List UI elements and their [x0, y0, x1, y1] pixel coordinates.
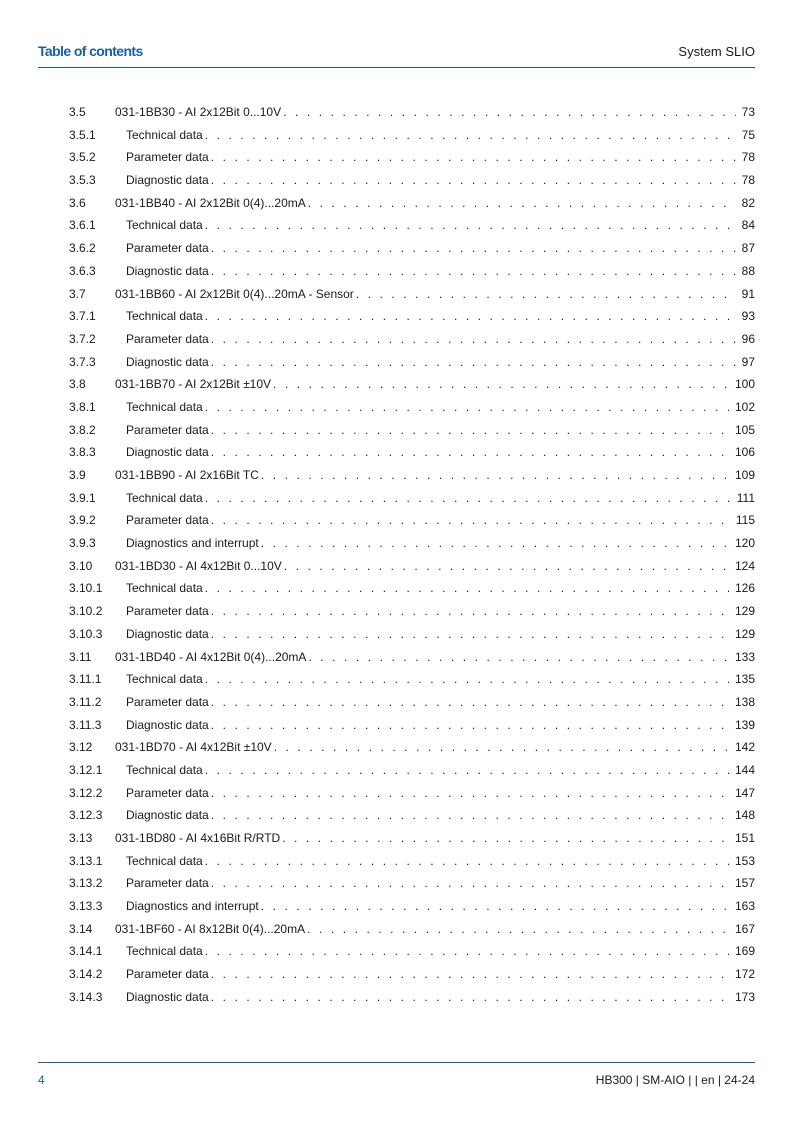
- toc-entry-page[interactable]: 91: [741, 286, 755, 301]
- toc-entry[interactable]: [69, 169, 755, 192]
- toc-entry-title[interactable]: Parameter data: [126, 604, 209, 619]
- toc-dot-leader: [211, 351, 736, 374]
- toc-entry[interactable]: [69, 419, 755, 442]
- toc-entry-number: 3.8.2: [69, 422, 96, 437]
- toc-entry-line: [126, 804, 755, 827]
- toc-entry-number: 3.11.2: [69, 694, 102, 709]
- toc-entry-number: 3.9.1: [69, 490, 96, 505]
- toc-entry-line: [115, 555, 755, 578]
- toc-entry-number: 3.9.2: [69, 513, 96, 528]
- toc-entry-line: [126, 351, 755, 374]
- toc-entry-number: 3.14: [69, 921, 93, 936]
- toc-entry-title[interactable]: Parameter data: [126, 967, 209, 982]
- toc-entry-page[interactable]: 100: [734, 377, 755, 392]
- toc-entry-page[interactable]: 106: [734, 445, 755, 460]
- toc-entry-line: [126, 396, 755, 419]
- toc-entry-line: [126, 305, 755, 328]
- toc-entry-number: 3.10: [69, 558, 93, 573]
- toc-dot-leader: [261, 464, 729, 487]
- toc-entry-line: [126, 940, 755, 963]
- toc-entry[interactable]: [69, 577, 755, 600]
- toc-entry-page[interactable]: 109: [734, 468, 755, 482]
- toc-entry-number: 3.5.1: [69, 127, 96, 142]
- toc-dot-leader: [284, 555, 729, 578]
- toc-entry-line: [126, 691, 755, 714]
- toc-entry-title[interactable]: Diagnostic data: [126, 808, 209, 823]
- toc-entry-line: [126, 260, 755, 283]
- toc-entry-line: [126, 963, 755, 986]
- toc-entry-title[interactable]: Diagnostic data: [126, 989, 209, 1004]
- toc-entry-title[interactable]: Diagnostic data: [126, 717, 209, 732]
- toc-entry[interactable]: [69, 487, 755, 510]
- toc-entry-page[interactable]: 75: [741, 127, 755, 142]
- toc-entry-line: [126, 850, 755, 873]
- toc-entry-number: 3.11.1: [69, 672, 102, 687]
- toc-entry-title[interactable]: Technical data: [126, 672, 203, 687]
- toc-entry[interactable]: [69, 623, 755, 646]
- toc-entry-title[interactable]: Diagnostic data: [126, 173, 209, 188]
- toc-dot-leader: [211, 328, 736, 351]
- toc-entry-page[interactable]: 87: [741, 241, 755, 256]
- toc-entry[interactable]: [69, 373, 755, 396]
- page-header: [38, 42, 755, 68]
- toc-entry-page[interactable]: 82: [741, 195, 755, 210]
- toc-dot-leader: [307, 918, 729, 941]
- toc-entry-line: [126, 577, 755, 600]
- toc-entry-number: 3.13.2: [69, 876, 103, 891]
- toc-entry-title[interactable]: Technical data: [126, 581, 203, 596]
- toc-entry-title[interactable]: Technical data: [126, 309, 203, 324]
- toc-entry-title[interactable]: 031-1BB40 - AI 2x12Bit 0(4)...20mA: [115, 195, 306, 210]
- toc-entry-number: 3.7: [69, 286, 86, 301]
- toc-dot-leader: [211, 169, 736, 192]
- toc-entry-title[interactable]: Parameter data: [126, 422, 209, 437]
- toc-entry[interactable]: [69, 532, 755, 555]
- toc-entry-page[interactable]: 97: [741, 354, 755, 369]
- toc-entry-title[interactable]: Technical data: [126, 218, 203, 233]
- toc-entry-page[interactable]: 129: [734, 626, 755, 641]
- toc-entry-page[interactable]: 120: [734, 536, 755, 551]
- toc-entry-page[interactable]: 96: [741, 331, 755, 346]
- toc-entry-page[interactable]: 129: [734, 604, 755, 619]
- page-number: 4: [38, 1073, 45, 1087]
- toc-entry-number: 3.9.3: [69, 536, 96, 551]
- toc-dot-leader: [211, 691, 729, 714]
- toc-entry[interactable]: [69, 872, 755, 895]
- toc-dot-leader: [205, 668, 729, 691]
- toc-dot-leader: [356, 283, 736, 306]
- toc-entry[interactable]: [69, 101, 755, 124]
- toc-entry-page[interactable]: 153: [734, 853, 755, 868]
- toc-entry-title[interactable]: 031-1BD30 - AI 4x12Bit 0...10V: [115, 558, 282, 573]
- toc-entry-line: [126, 714, 755, 737]
- toc-entry-page[interactable]: 135: [734, 672, 755, 687]
- toc-dot-leader: [308, 646, 729, 669]
- toc-entry-title[interactable]: 031-1BD40 - AI 4x12Bit 0(4)...20mA: [115, 649, 307, 664]
- toc-entry[interactable]: [69, 736, 755, 759]
- toc-entry-number: 3.6.2: [69, 241, 96, 256]
- toc-entry[interactable]: [69, 305, 755, 328]
- toc-entry-title[interactable]: Technical data: [126, 399, 203, 414]
- toc-entry-line: [126, 600, 755, 623]
- toc-entry-line: [115, 464, 755, 487]
- toc-entry-page[interactable]: 151: [734, 831, 755, 845]
- toc-entry-number: 3.6.3: [69, 263, 96, 278]
- toc-entry[interactable]: [69, 963, 755, 986]
- toc-entry[interactable]: [69, 827, 755, 850]
- toc-entry-page[interactable]: 126: [734, 581, 755, 596]
- toc-entry-page[interactable]: 144: [734, 762, 755, 777]
- toc-dot-leader: [283, 101, 736, 124]
- toc-entry-page[interactable]: 105: [734, 422, 755, 437]
- toc-entry-number: 3.11.3: [69, 717, 102, 732]
- toc-entry-title[interactable]: Technical data: [126, 762, 203, 777]
- toc-entry[interactable]: [69, 214, 755, 237]
- toc-entry[interactable]: [69, 646, 755, 669]
- toc-entry-title[interactable]: 031-1BF60 - AI 8x12Bit 0(4)...20mA: [115, 921, 306, 936]
- toc-entry-line: [126, 441, 755, 464]
- toc-dot-leader: [211, 509, 730, 532]
- toc-dot-leader: [211, 237, 736, 260]
- toc-entry-number: 3.10.3: [69, 626, 103, 641]
- toc-entry-number: 3.13.3: [69, 899, 103, 914]
- toc-entry[interactable]: [69, 260, 755, 283]
- toc-entry[interactable]: [69, 124, 755, 147]
- toc-entry[interactable]: [69, 146, 755, 169]
- toc-dot-leader: [205, 759, 729, 782]
- toc-entry-number: 3.14.1: [69, 944, 103, 959]
- toc-dot-leader: [211, 600, 729, 623]
- toc-entry-page[interactable]: 115: [735, 513, 755, 528]
- toc-entry-title[interactable]: Parameter data: [126, 331, 209, 346]
- toc-entry-number: 3.5: [69, 105, 86, 119]
- toc-entry-line: [115, 192, 755, 215]
- toc-entry[interactable]: [69, 328, 755, 351]
- toc-entry-page[interactable]: 93: [741, 309, 755, 324]
- page-footer: [38, 1062, 755, 1088]
- toc-entry-number: 3.8: [69, 377, 86, 392]
- toc-entry-line: [126, 124, 755, 147]
- toc-entry[interactable]: [69, 691, 755, 714]
- toc-entry[interactable]: [69, 918, 755, 941]
- toc-entry-number: 3.7.3: [69, 354, 96, 369]
- toc-entry-title[interactable]: 031-1BB90 - AI 2x16Bit TC: [115, 468, 259, 482]
- toc-dot-leader: [211, 804, 729, 827]
- toc-entry-line: [115, 101, 755, 124]
- toc-entry-line: [126, 759, 755, 782]
- toc-dot-leader: [274, 736, 729, 759]
- toc-entry-title[interactable]: Diagnostic data: [126, 263, 209, 278]
- toc-entry-title[interactable]: Diagnostic data: [126, 445, 209, 460]
- toc-entry-page[interactable]: 133: [734, 649, 755, 664]
- toc-dot-leader: [211, 441, 729, 464]
- toc-entry-line: [126, 986, 755, 1009]
- toc-entry-line: [126, 487, 755, 510]
- toc-entry-line: [126, 237, 755, 260]
- toc-entry-number: 3.13: [69, 831, 93, 845]
- toc-entry-line: [115, 373, 755, 396]
- toc-entry[interactable]: [69, 714, 755, 737]
- toc-entry[interactable]: [69, 237, 755, 260]
- toc-entry-number: 3.8.1: [69, 399, 96, 414]
- toc-entry-line: [126, 872, 755, 895]
- toc-dot-leader: [205, 940, 729, 963]
- toc-entry[interactable]: [69, 396, 755, 419]
- toc-entry-line: [126, 895, 755, 918]
- toc-entry-number: 3.14.2: [69, 967, 103, 982]
- toc-entry-page[interactable]: 142: [734, 740, 755, 755]
- toc-entry[interactable]: [69, 940, 755, 963]
- toc-entry-line: [126, 668, 755, 691]
- toc-entry-page[interactable]: 124: [734, 558, 755, 573]
- toc-dot-leader: [308, 192, 736, 215]
- toc-entry-page[interactable]: 111: [736, 490, 755, 505]
- toc-entry[interactable]: [69, 804, 755, 827]
- toc-entry-page[interactable]: 163: [734, 899, 755, 914]
- toc-entry-title[interactable]: Parameter data: [126, 241, 209, 256]
- toc-dot-leader: [205, 577, 729, 600]
- toc-entry-number: 3.12.3: [69, 808, 103, 823]
- toc-entry-title[interactable]: Technical data: [126, 853, 203, 868]
- toc-dot-leader: [205, 305, 736, 328]
- toc-entry-title[interactable]: 031-1BD80 - AI 4x16Bit R/RTD: [115, 831, 281, 845]
- toc-entry-number: 3.12.1: [69, 762, 103, 777]
- toc-entry-line: [126, 328, 755, 351]
- toc-entry-title[interactable]: Diagnostics and interrupt: [126, 536, 259, 551]
- product-name: System SLIO: [678, 44, 755, 59]
- toc-entry-line: [126, 419, 755, 442]
- toc-entry-page[interactable]: 167: [734, 921, 755, 936]
- toc-entry[interactable]: [69, 441, 755, 464]
- toc-entry-page[interactable]: 138: [734, 694, 755, 709]
- toc-entry-title[interactable]: Technical data: [126, 490, 203, 505]
- toc-dot-leader: [282, 827, 729, 850]
- toc-entry-line: [126, 782, 755, 805]
- toc-entry[interactable]: [69, 600, 755, 623]
- toc-dot-leader: [205, 850, 729, 873]
- toc-dot-leader: [273, 373, 729, 396]
- toc-dot-leader: [211, 419, 729, 442]
- toc-entry-number: 3.9: [69, 468, 86, 482]
- toc-entry[interactable]: [69, 850, 755, 873]
- toc-entry-line: [115, 283, 755, 306]
- toc-entry-line: [115, 736, 755, 759]
- toc-entry-page[interactable]: 102: [734, 399, 755, 414]
- toc-entry-title[interactable]: Parameter data: [126, 513, 209, 528]
- toc-entry-line: [126, 169, 755, 192]
- toc-entry-title[interactable]: Parameter data: [126, 876, 209, 891]
- toc-entry-line: [115, 827, 755, 850]
- toc-entry-title[interactable]: Diagnostics and interrupt: [126, 899, 259, 914]
- toc-dot-leader: [211, 963, 729, 986]
- toc-entry-line: [126, 509, 755, 532]
- toc-entry[interactable]: [69, 668, 755, 691]
- toc-entry-title[interactable]: Parameter data: [126, 694, 209, 709]
- toc-entry-page[interactable]: 139: [734, 717, 755, 732]
- toc-entry-number: 3.6: [69, 195, 86, 210]
- toc-dot-leader: [205, 124, 736, 147]
- toc-entry[interactable]: [69, 895, 755, 918]
- toc-entry-title[interactable]: 031-1BD70 - AI 4x12Bit ±10V: [115, 740, 272, 755]
- toc-entry-number: 3.13.1: [69, 853, 103, 868]
- toc-entry-page[interactable]: 148: [734, 808, 755, 823]
- toc-entry[interactable]: [69, 283, 755, 306]
- page-title: Table of contents: [38, 43, 143, 59]
- toc-dot-leader: [211, 782, 729, 805]
- toc-entry-number: 3.12: [69, 740, 93, 755]
- toc-dot-leader: [211, 146, 736, 169]
- toc-entry-page[interactable]: 78: [741, 150, 755, 165]
- toc-entry-number: 3.14.3: [69, 989, 103, 1004]
- toc-entry[interactable]: [69, 986, 755, 1009]
- toc-entry[interactable]: [69, 759, 755, 782]
- toc-entry-title[interactable]: 031-1BB70 - AI 2x12Bit ±10V: [115, 377, 272, 392]
- toc-entry-page[interactable]: 78: [741, 173, 755, 188]
- toc-entry-title[interactable]: Diagnostic data: [126, 626, 209, 641]
- toc-entry-page[interactable]: 172: [734, 967, 755, 982]
- toc-entry-page[interactable]: 147: [734, 785, 755, 800]
- toc-entry-line: [115, 918, 755, 941]
- toc-entry-line: [115, 646, 755, 669]
- toc-entry-title[interactable]: Diagnostic data: [126, 354, 209, 369]
- toc-entry-number: 3.6.1: [69, 218, 96, 233]
- toc-dot-leader: [205, 396, 729, 419]
- toc-dot-leader: [211, 714, 729, 737]
- toc-entry[interactable]: [69, 509, 755, 532]
- toc-entry-page[interactable]: 84: [741, 218, 755, 233]
- toc-dot-leader: [261, 532, 729, 555]
- toc-entry-page[interactable]: 173: [734, 989, 755, 1004]
- toc-entry-title[interactable]: Technical data: [126, 944, 203, 959]
- toc-entry-number: 3.5.2: [69, 150, 96, 165]
- toc-dot-leader: [211, 986, 729, 1009]
- toc-entry-line: [126, 532, 755, 555]
- toc-dot-leader: [205, 214, 736, 237]
- toc-entry[interactable]: [69, 555, 755, 578]
- toc-entry-number: 3.10.2: [69, 604, 103, 619]
- toc-entry-page[interactable]: 73: [741, 105, 755, 119]
- toc-entry-title[interactable]: 031-1BB60 - AI 2x12Bit 0(4)...20mA - Sensor: [115, 286, 354, 301]
- table-of-contents: [69, 101, 755, 1009]
- toc-entry-number: 3.12.2: [69, 785, 103, 800]
- toc-entry-number: 3.10.1: [69, 581, 103, 596]
- toc-entry-title[interactable]: Technical data: [126, 127, 203, 142]
- toc-dot-leader: [205, 487, 731, 510]
- toc-entry[interactable]: [69, 351, 755, 374]
- toc-entry-title[interactable]: 031-1BB30 - AI 2x12Bit 0...10V: [115, 105, 282, 119]
- toc-entry-page[interactable]: 88: [741, 263, 755, 278]
- toc-entry-number: 3.8.3: [69, 445, 96, 460]
- toc-dot-leader: [261, 895, 729, 918]
- toc-dot-leader: [211, 260, 736, 283]
- toc-entry[interactable]: [69, 192, 755, 215]
- toc-entry-line: [126, 146, 755, 169]
- toc-entry-number: 3.7.2: [69, 331, 96, 346]
- toc-dot-leader: [211, 623, 729, 646]
- toc-entry-page[interactable]: 157: [734, 876, 755, 891]
- toc-entry-number: 3.5.3: [69, 173, 96, 188]
- toc-entry-page[interactable]: 169: [734, 944, 755, 959]
- toc-dot-leader: [211, 872, 729, 895]
- toc-entry-line: [126, 623, 755, 646]
- toc-entry-number: 3.11: [69, 649, 92, 664]
- toc-entry-number: 3.7.1: [69, 309, 96, 324]
- document-reference: HB300 | SM-AIO | | en | 24-24: [595, 1073, 755, 1087]
- toc-entry[interactable]: [69, 464, 755, 487]
- toc-entry-title[interactable]: Parameter data: [126, 785, 209, 800]
- toc-entry-line: [126, 214, 755, 237]
- toc-entry-title[interactable]: Parameter data: [126, 150, 209, 165]
- toc-entry[interactable]: [69, 782, 755, 805]
